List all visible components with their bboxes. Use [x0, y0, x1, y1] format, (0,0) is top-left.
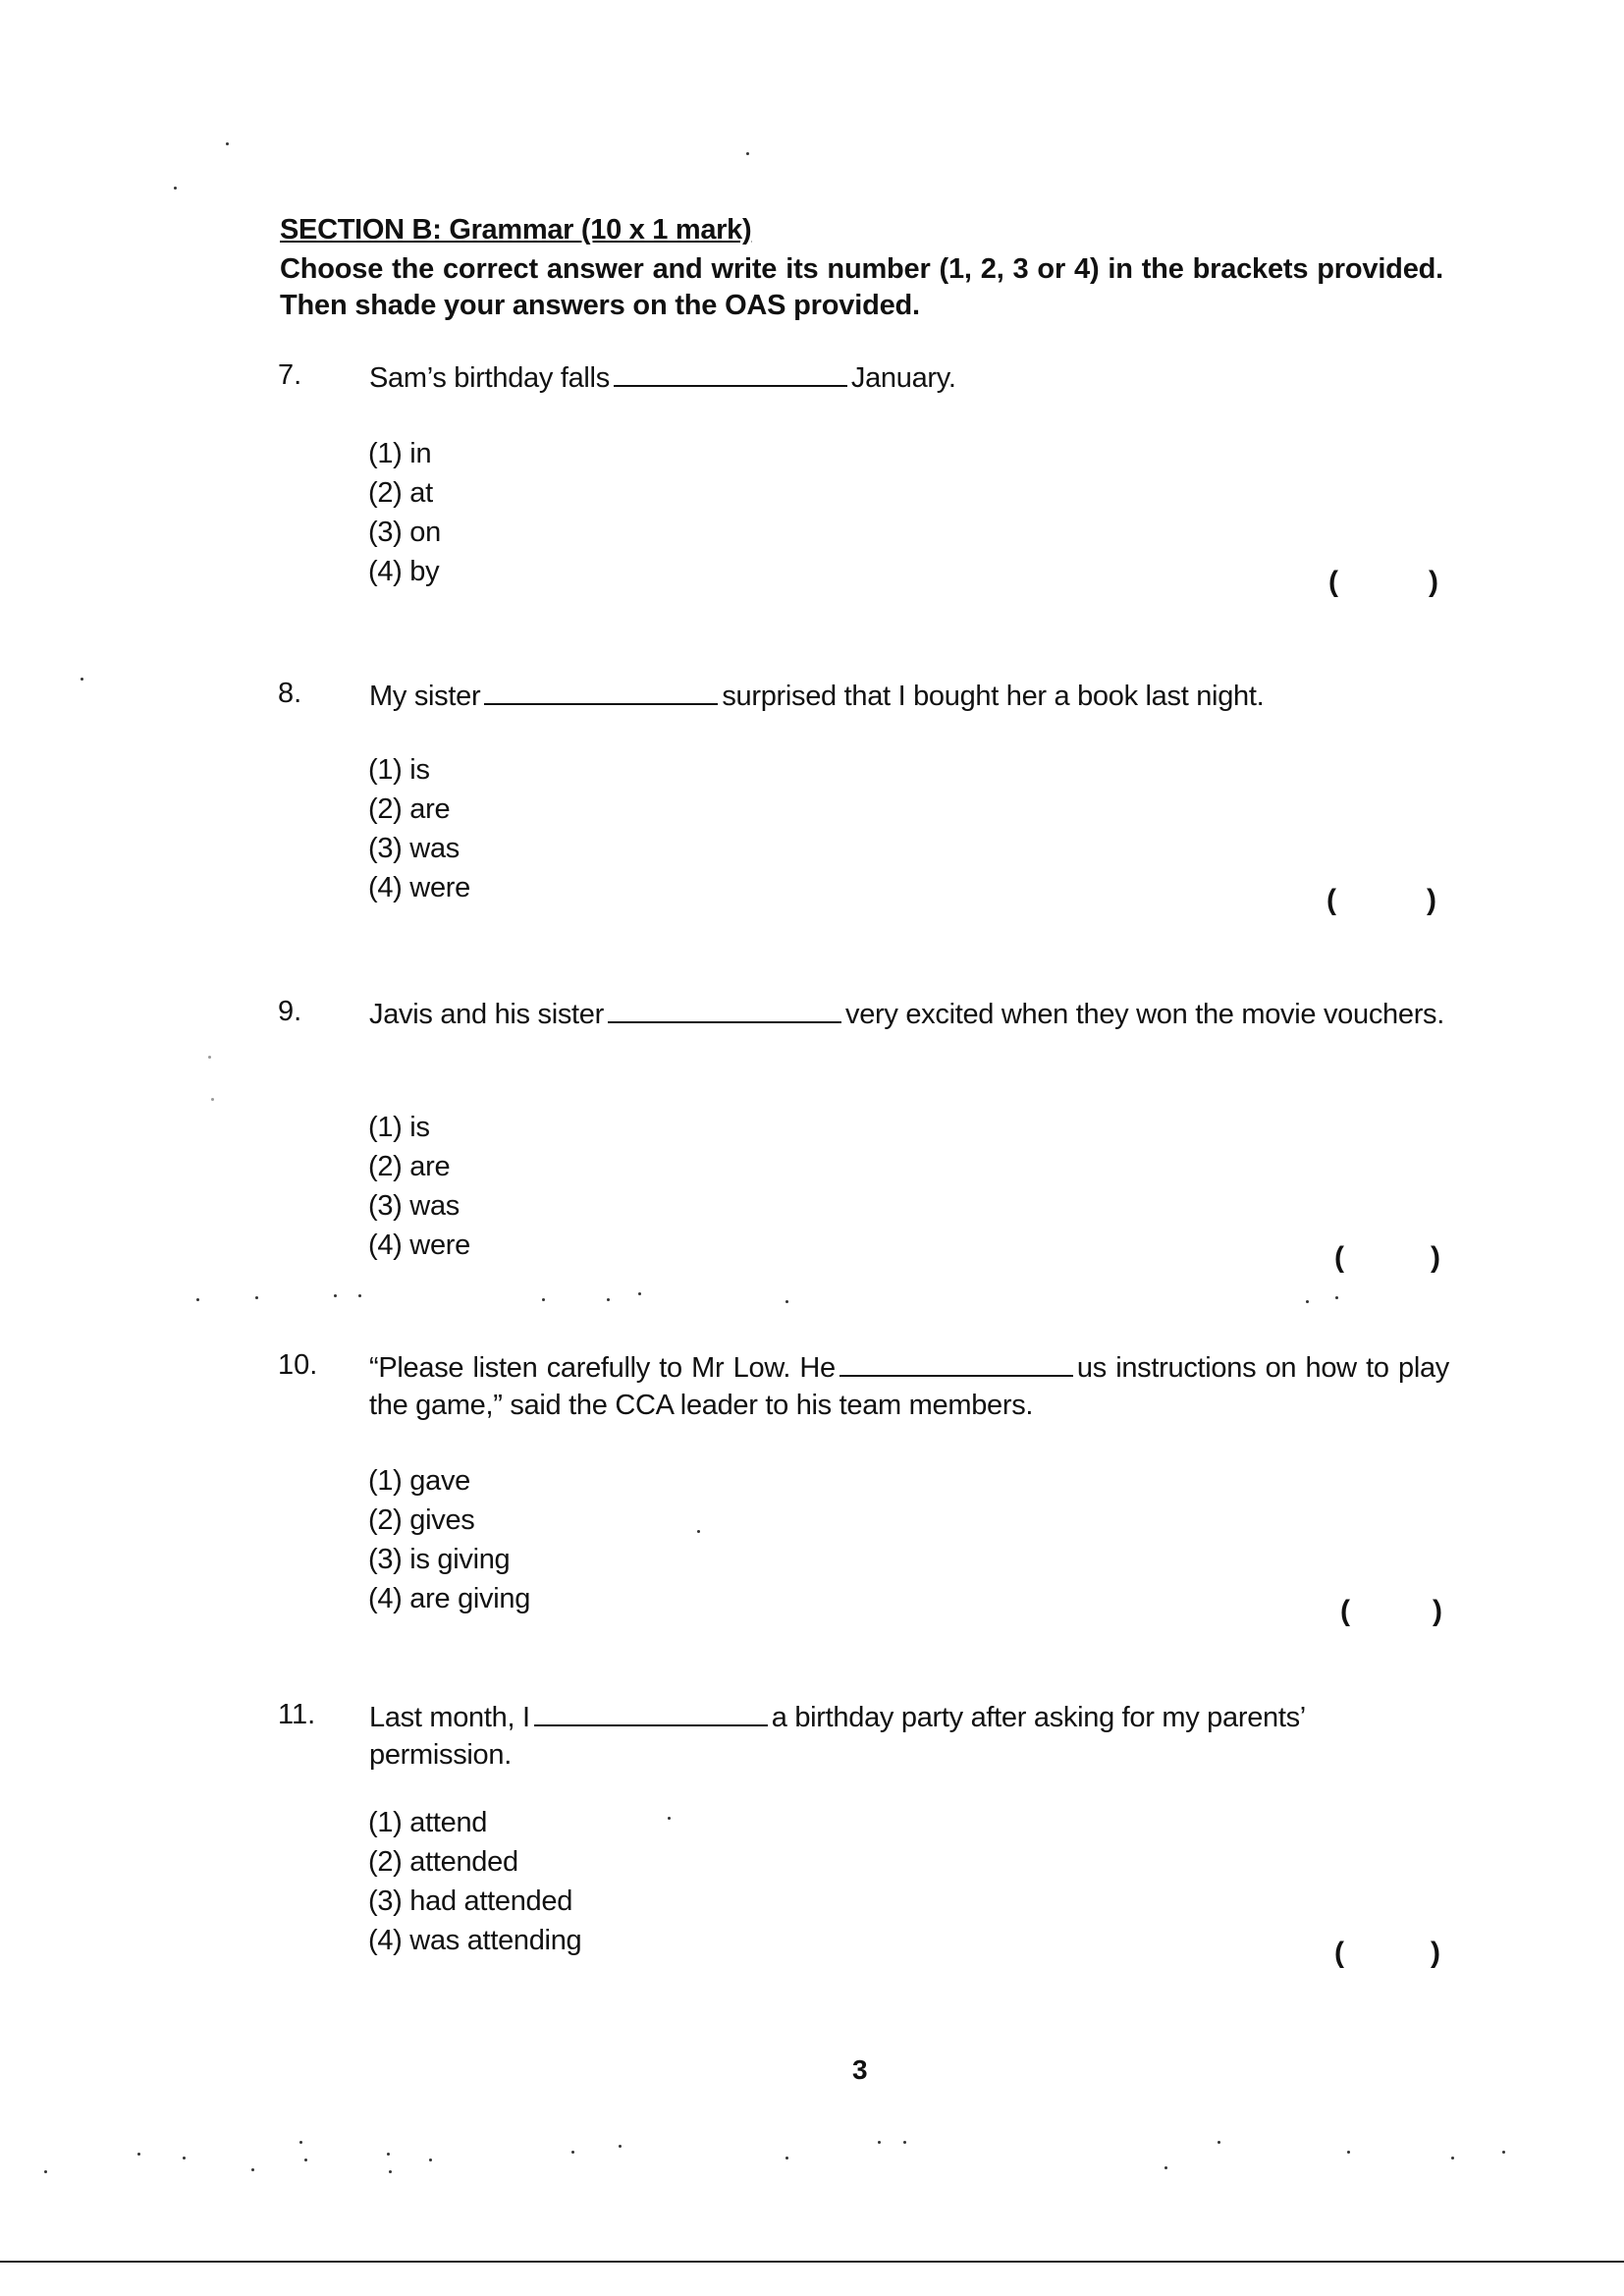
scan-speck — [137, 2153, 140, 2156]
question-number: 11. — [278, 1699, 316, 1730]
answer-bracket-open: ( — [1328, 566, 1338, 598]
option-2: (2) are — [368, 1151, 451, 1182]
scan-speck — [299, 2141, 302, 2144]
question-text — [369, 359, 1449, 397]
scan-speck — [211, 1098, 214, 1101]
scan-speck — [1218, 2141, 1220, 2144]
scan-speck — [183, 2157, 186, 2159]
option-4: (4) were — [368, 1230, 470, 1261]
section-title: SECTION B: Grammar (10 x 1 mark) — [280, 214, 752, 246]
scan-speck — [251, 2168, 254, 2171]
option-1: (1) is — [368, 754, 430, 786]
scan-speck — [1164, 2166, 1167, 2169]
question-text — [369, 1349, 1449, 1424]
scan-speck — [903, 2141, 906, 2144]
scan-speck — [226, 142, 229, 145]
answer-blank — [614, 363, 847, 387]
question-number: 8. — [278, 678, 302, 709]
option-3: (3) was — [368, 833, 460, 864]
answer-blank — [608, 1000, 841, 1023]
answer-bracket-close: ) — [1431, 1241, 1440, 1274]
option-3: (3) on — [368, 517, 441, 548]
question-text — [369, 1699, 1410, 1774]
answer-blank — [484, 682, 718, 705]
question-text-after: January. — [850, 362, 956, 394]
scan-speck — [387, 2153, 390, 2156]
question-text — [369, 996, 1449, 1033]
question-text-after: surprised that I bought her a book last night. — [722, 681, 1265, 712]
question-text — [369, 678, 1449, 715]
scan-speck — [389, 2170, 392, 2173]
scan-speck — [1306, 1300, 1309, 1303]
page-number: 3 — [852, 2054, 868, 2085]
scan-speck — [571, 2151, 574, 2154]
question-text-after: us instructions on how to play the game,” said the CCA leader to his team members. — [369, 1352, 1449, 1421]
answer-bracket-close: ) — [1429, 566, 1438, 598]
option-3: (3) is giving — [368, 1544, 511, 1575]
option-2: (2) gives — [368, 1504, 475, 1536]
answer-blank — [839, 1353, 1073, 1377]
question-text-before: “Please listen carefully to Mr Low. He — [369, 1352, 836, 1384]
scan-speck — [746, 152, 749, 155]
answer-bracket-open: ( — [1334, 1937, 1344, 1969]
scan-speck — [81, 678, 83, 681]
answer-bracket-close: ) — [1433, 1595, 1442, 1627]
scan-speck — [174, 187, 177, 190]
scan-speck — [1347, 2151, 1350, 2154]
answer-bracket-open: ( — [1326, 884, 1336, 916]
scan-speck — [619, 2145, 622, 2148]
option-2: (2) attended — [368, 1846, 518, 1878]
scan-speck — [542, 1298, 545, 1301]
options-list — [368, 1108, 470, 1265]
options-list — [368, 1461, 530, 1618]
scan-speck — [878, 2141, 881, 2144]
option-4: (4) was attending — [368, 1925, 582, 1956]
scan-speck — [668, 1817, 671, 1820]
scan-speck — [334, 1294, 337, 1297]
scan-speck — [358, 1294, 361, 1297]
option-4: (4) by — [368, 556, 440, 587]
answer-bracket-close: ) — [1427, 884, 1436, 916]
answer-bracket-close: ) — [1431, 1937, 1440, 1969]
scan-speck — [785, 2157, 788, 2159]
option-3: (3) had attended — [368, 1886, 573, 1917]
scan-speck — [638, 1292, 641, 1295]
option-2: (2) are — [368, 793, 451, 825]
question-text-before: My sister — [369, 681, 481, 712]
option-1: (1) is — [368, 1112, 430, 1143]
scan-speck — [196, 1298, 199, 1301]
footer-rule — [0, 2261, 1624, 2263]
scan-speck — [1451, 2157, 1454, 2159]
scan-speck — [304, 2159, 307, 2161]
question-text-before: Last month, I — [369, 1702, 530, 1733]
option-3: (3) was — [368, 1190, 460, 1222]
option-1: (1) attend — [368, 1807, 488, 1838]
answer-bracket-open: ( — [1340, 1595, 1350, 1627]
scan-speck — [607, 1298, 610, 1301]
options-list — [368, 434, 441, 591]
section-instructions: Choose the correct answer and write its number (1, 2, 3 or 4) in the brackets provided. Then shade your answers on the OAS provided. — [280, 253, 1443, 321]
option-4: (4) are giving — [368, 1583, 531, 1614]
scan-speck — [1335, 1296, 1338, 1299]
options-list — [368, 1803, 581, 1960]
scan-speck — [429, 2159, 432, 2161]
question-text-before: Sam’s birthday falls — [369, 362, 610, 394]
answer-bracket-open: ( — [1334, 1241, 1344, 1274]
scan-speck — [44, 2170, 47, 2173]
question-text-before: Javis and his sister — [369, 999, 604, 1030]
question-text-after: a birthday party after asking for my parents’ permission. — [369, 1702, 1305, 1771]
question-text-after: very excited when they won the movie vouchers. — [845, 999, 1445, 1030]
option-1: (1) in — [368, 438, 432, 469]
question-number: 10. — [278, 1349, 318, 1381]
option-4: (4) were — [368, 872, 470, 903]
scan-speck — [255, 1296, 258, 1299]
question-number: 9. — [278, 996, 302, 1027]
scan-speck — [1502, 2151, 1505, 2154]
scan-speck — [208, 1056, 211, 1059]
option-1: (1) gave — [368, 1465, 470, 1497]
answer-blank — [534, 1703, 768, 1726]
scan-speck — [697, 1530, 700, 1533]
option-2: (2) at — [368, 477, 433, 509]
options-list — [368, 750, 470, 907]
scan-speck — [785, 1300, 788, 1303]
question-number: 7. — [278, 359, 302, 391]
